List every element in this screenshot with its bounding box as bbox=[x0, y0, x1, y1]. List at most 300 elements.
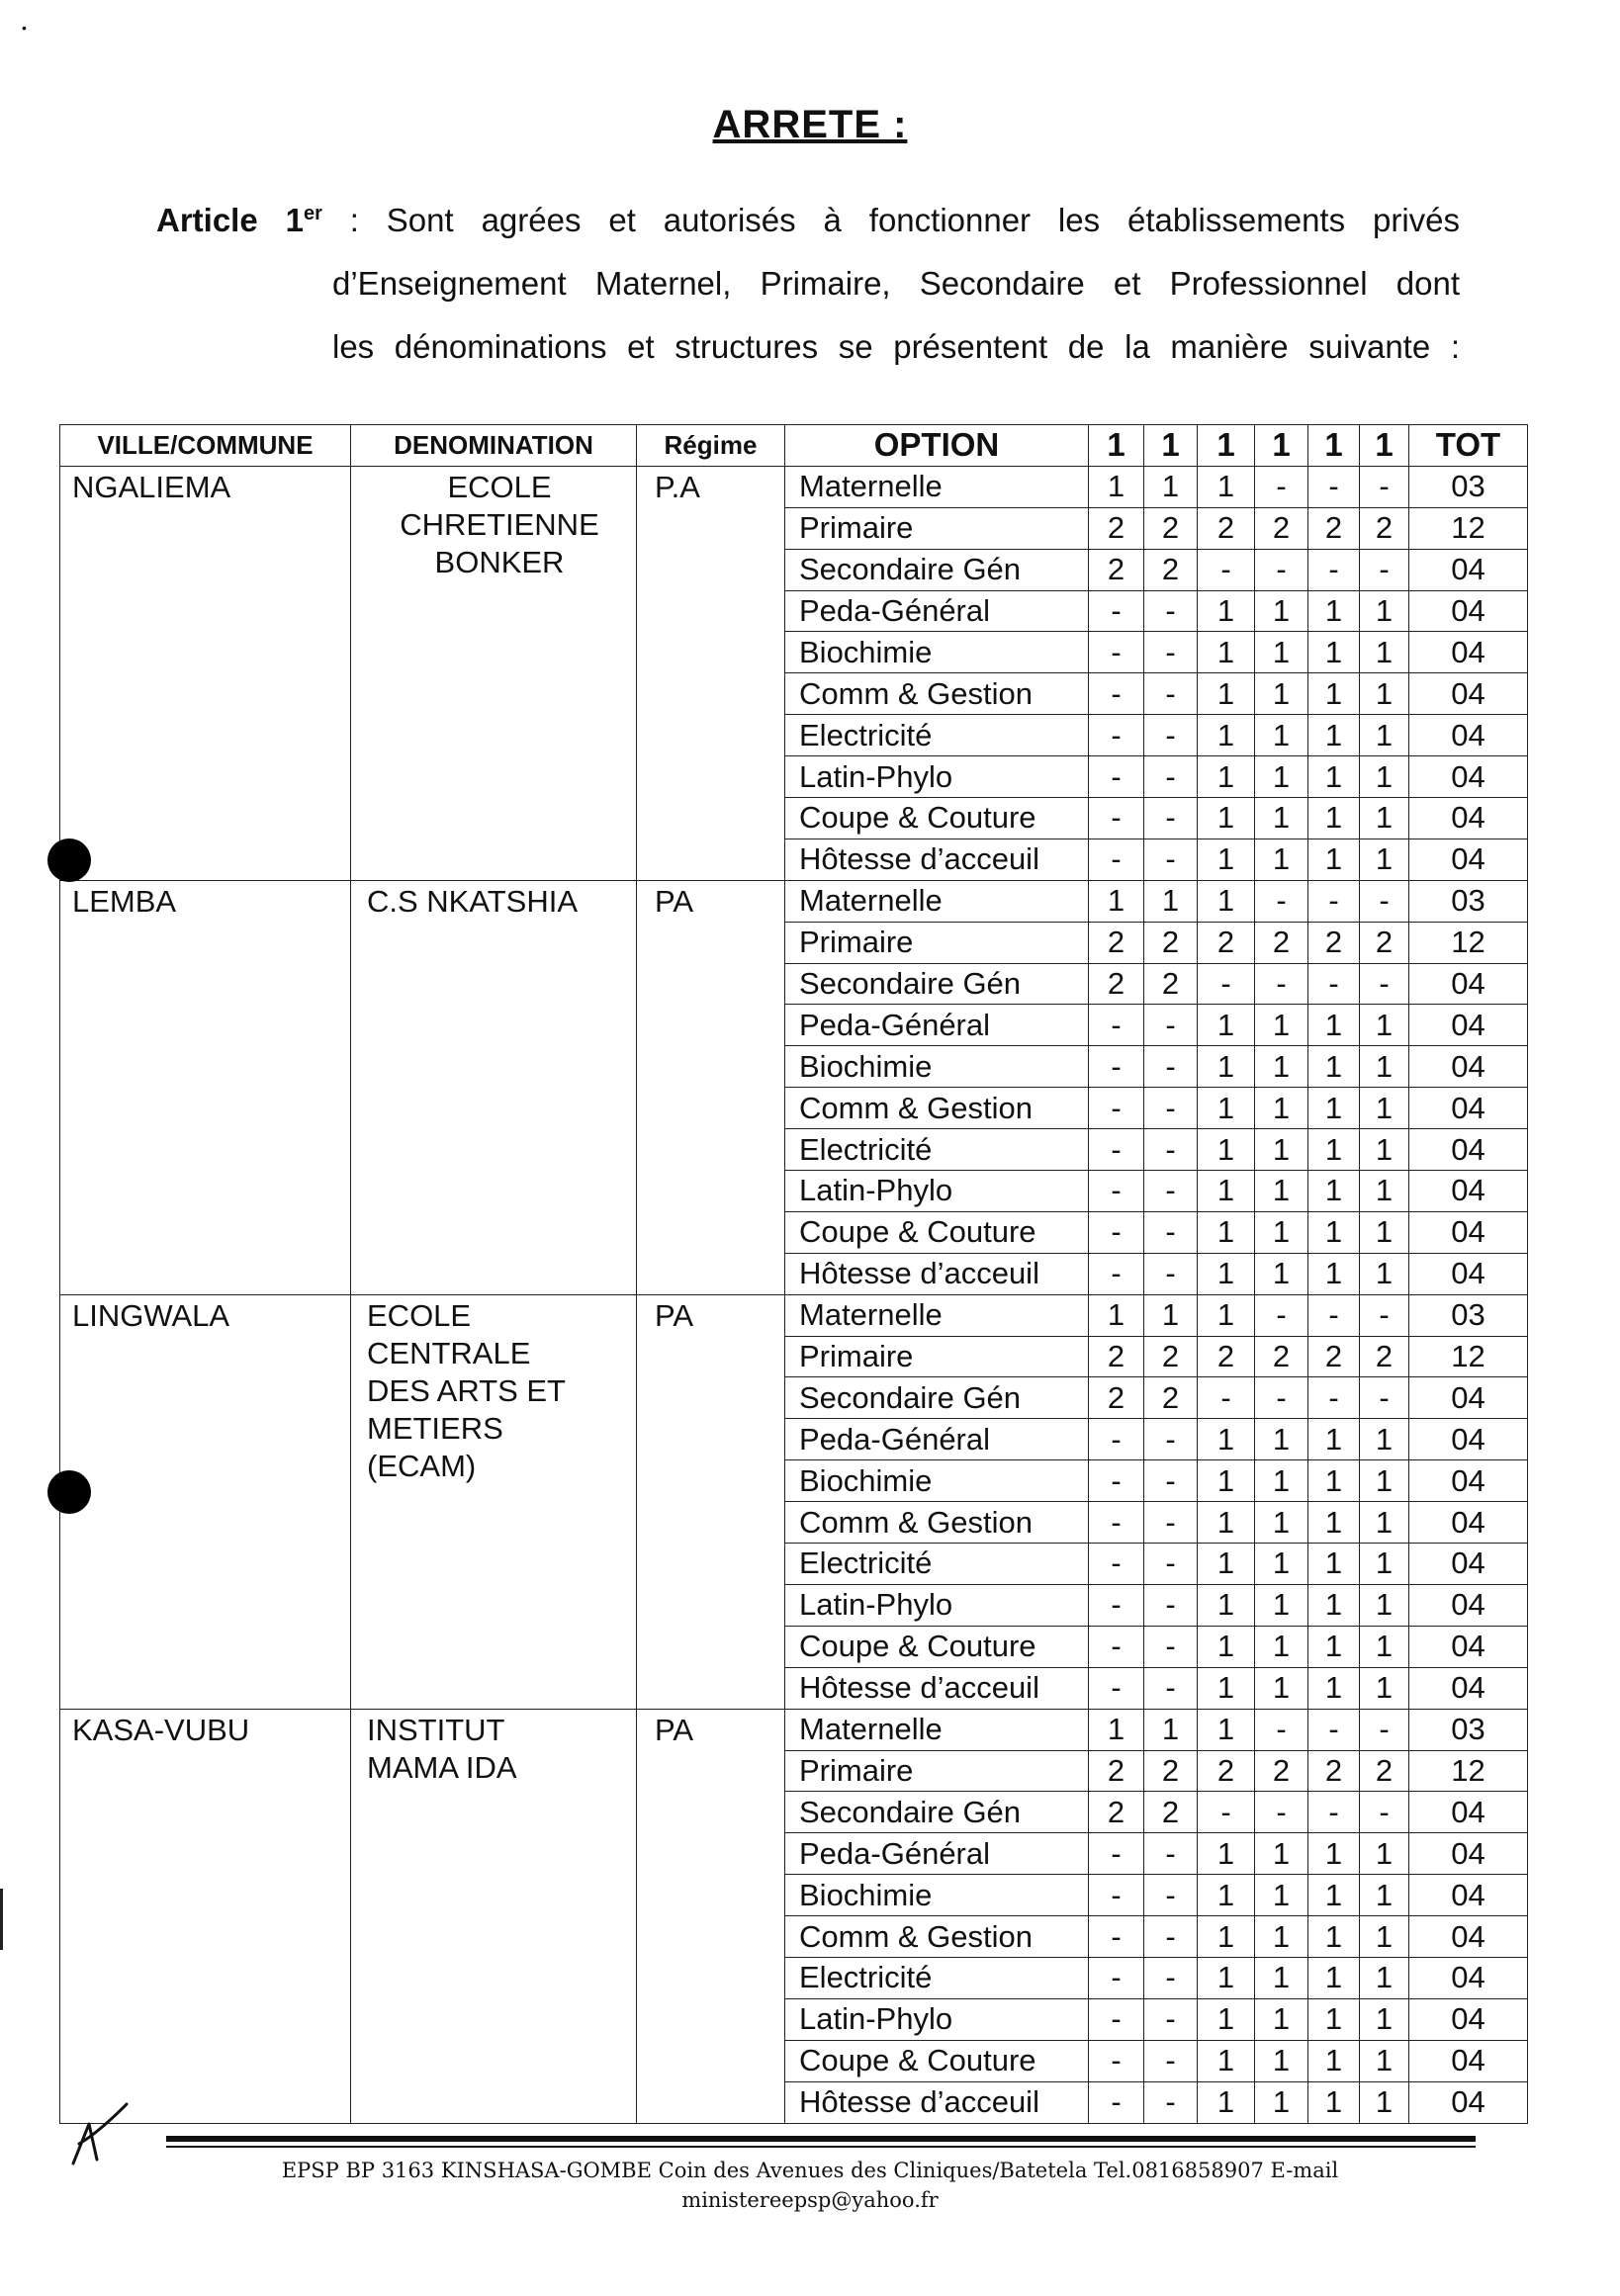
cell-total: 03 bbox=[1409, 466, 1528, 507]
cell-total: 04 bbox=[1409, 2081, 1528, 2123]
cell-total: 04 bbox=[1409, 549, 1528, 590]
denomination-line: INSTITUT bbox=[367, 1712, 505, 1747]
cell-year-5: 1 bbox=[1308, 590, 1360, 632]
cell-year-4: 1 bbox=[1255, 1005, 1308, 1046]
cell-year-3: - bbox=[1198, 963, 1255, 1005]
cell-year-5: 1 bbox=[1308, 1875, 1360, 1916]
cell-year-1: 2 bbox=[1089, 1336, 1144, 1377]
cell-year-1: - bbox=[1089, 1584, 1144, 1626]
cell-year-5: 1 bbox=[1308, 1626, 1360, 1667]
cell-option: Coupe & Couture bbox=[785, 2040, 1089, 2081]
cell-year-3: - bbox=[1198, 1377, 1255, 1419]
cell-total: 04 bbox=[1409, 1667, 1528, 1709]
cell-year-2: - bbox=[1144, 2081, 1198, 2123]
article-line-1 bbox=[156, 182, 1460, 252]
cell-year-5: 1 bbox=[1308, 715, 1360, 756]
cell-year-4: - bbox=[1255, 1709, 1308, 1750]
cell-option: Coupe & Couture bbox=[785, 798, 1089, 839]
cell-option: Biochimie bbox=[785, 1875, 1089, 1916]
article-text-1: : Sont agrées et autorisés à fonctionner les établissements privés bbox=[349, 202, 1461, 238]
cell-year-2: 1 bbox=[1144, 466, 1198, 507]
cell-option: Peda-Général bbox=[785, 590, 1089, 632]
cell-year-6: 1 bbox=[1360, 632, 1409, 673]
cell-year-3: 1 bbox=[1198, 1916, 1255, 1958]
cell-year-3: 1 bbox=[1198, 1046, 1255, 1088]
cell-option: Electricité bbox=[785, 1957, 1089, 1998]
denomination-line: CENTRALE bbox=[367, 1335, 531, 1370]
cell-year-6: - bbox=[1360, 880, 1409, 922]
cell-year-3: 1 bbox=[1198, 1998, 1255, 2040]
cell-year-1: - bbox=[1089, 2040, 1144, 2081]
cell-year-2: - bbox=[1144, 673, 1198, 715]
cell-year-5: 1 bbox=[1308, 1129, 1360, 1171]
cell-year-1: - bbox=[1089, 1957, 1144, 1998]
cell-option: Secondaire Gén bbox=[785, 963, 1089, 1005]
cell-year-2: - bbox=[1144, 590, 1198, 632]
cell-total: 04 bbox=[1409, 756, 1528, 798]
cell-total: 04 bbox=[1409, 590, 1528, 632]
cell-year-5: 1 bbox=[1308, 1211, 1360, 1253]
cell-year-5: 1 bbox=[1308, 798, 1360, 839]
cell-total: 04 bbox=[1409, 1129, 1528, 1171]
cell-year-1: 1 bbox=[1089, 1709, 1144, 1750]
cell-year-5: 1 bbox=[1308, 1253, 1360, 1294]
cell-year-2: 2 bbox=[1144, 1792, 1198, 1833]
cell-option: Coupe & Couture bbox=[785, 1626, 1089, 1667]
cell-option: Latin-Phylo bbox=[785, 1171, 1089, 1212]
cell-year-2: - bbox=[1144, 1875, 1198, 1916]
cell-option: Primaire bbox=[785, 507, 1089, 549]
cell-year-3: - bbox=[1198, 549, 1255, 590]
cell-year-6: 1 bbox=[1360, 2081, 1409, 2123]
cell-year-2: - bbox=[1144, 1626, 1198, 1667]
cell-option: Hôtesse d’acceuil bbox=[785, 1253, 1089, 1294]
cell-year-6: 1 bbox=[1360, 1544, 1409, 1585]
cell-total: 12 bbox=[1409, 1336, 1528, 1377]
cell-year-2: - bbox=[1144, 1667, 1198, 1709]
cell-year-1: - bbox=[1089, 590, 1144, 632]
cell-year-2: 2 bbox=[1144, 963, 1198, 1005]
cell-year-5: 1 bbox=[1308, 1502, 1360, 1544]
cell-option: Maternelle bbox=[785, 880, 1089, 922]
cell-year-2: - bbox=[1144, 1502, 1198, 1544]
cell-year-3: 1 bbox=[1198, 1171, 1255, 1212]
col-header-option: OPTION bbox=[785, 425, 1089, 467]
cell-year-1: - bbox=[1089, 1253, 1144, 1294]
cell-year-2: - bbox=[1144, 1584, 1198, 1626]
cell-year-3: 1 bbox=[1198, 673, 1255, 715]
cell-year-2: - bbox=[1144, 1916, 1198, 1958]
cell-year-2: - bbox=[1144, 1129, 1198, 1171]
cell-year-2: - bbox=[1144, 1998, 1198, 2040]
cell-year-4: 1 bbox=[1255, 756, 1308, 798]
cell-year-5: - bbox=[1308, 880, 1360, 922]
cell-year-2: 1 bbox=[1144, 1709, 1198, 1750]
cell-year-1: - bbox=[1089, 1916, 1144, 1958]
cell-year-4: 1 bbox=[1255, 715, 1308, 756]
cell-year-3: 1 bbox=[1198, 1211, 1255, 1253]
article-text-2: d’Enseignement Maternel, Primaire, Secondaire et Professionnel dont bbox=[332, 265, 1460, 302]
cell-year-1: - bbox=[1089, 1129, 1144, 1171]
cell-year-3: 1 bbox=[1198, 839, 1255, 880]
cell-year-6: 1 bbox=[1360, 839, 1409, 880]
cell-year-5: 1 bbox=[1308, 1833, 1360, 1875]
cell-year-4: 1 bbox=[1255, 1460, 1308, 1502]
cell-year-3: 1 bbox=[1198, 1875, 1255, 1916]
cell-year-4: 1 bbox=[1255, 590, 1308, 632]
cell-year-6: 2 bbox=[1360, 1750, 1409, 1792]
cell-year-6: 1 bbox=[1360, 1460, 1409, 1502]
cell-year-4: 1 bbox=[1255, 673, 1308, 715]
cell-year-4: 1 bbox=[1255, 1046, 1308, 1088]
cell-year-6: 1 bbox=[1360, 1875, 1409, 1916]
cell-ville-commune: LINGWALA bbox=[60, 1294, 351, 1709]
cell-year-3: 1 bbox=[1198, 880, 1255, 922]
cell-year-2: - bbox=[1144, 1046, 1198, 1088]
punch-hole-mark bbox=[47, 839, 91, 882]
cell-year-1: - bbox=[1089, 1544, 1144, 1585]
cell-year-5: 1 bbox=[1308, 632, 1360, 673]
table-body bbox=[60, 466, 1528, 2123]
table-header-row bbox=[60, 425, 1528, 467]
cell-option: Peda-Général bbox=[785, 1005, 1089, 1046]
scan-edge-mark bbox=[0, 1889, 3, 1950]
cell-year-4: 2 bbox=[1255, 1750, 1308, 1792]
cell-year-6: - bbox=[1360, 1792, 1409, 1833]
cell-year-6: 1 bbox=[1360, 1005, 1409, 1046]
cell-ville-commune: LEMBA bbox=[60, 880, 351, 1294]
cell-year-3: 1 bbox=[1198, 798, 1255, 839]
cell-total: 04 bbox=[1409, 673, 1528, 715]
cell-year-1: 1 bbox=[1089, 466, 1144, 507]
cell-year-2: - bbox=[1144, 1544, 1198, 1585]
cell-year-4: - bbox=[1255, 963, 1308, 1005]
cell-denomination bbox=[351, 466, 637, 880]
cell-year-4: - bbox=[1255, 466, 1308, 507]
cell-year-4: 1 bbox=[1255, 1875, 1308, 1916]
page-title: ARRETE : bbox=[712, 103, 908, 146]
cell-year-1: 1 bbox=[1089, 1294, 1144, 1336]
col-header-year-4: 1 bbox=[1255, 425, 1308, 467]
cell-year-5: - bbox=[1308, 1294, 1360, 1336]
cell-year-3: 2 bbox=[1198, 1750, 1255, 1792]
cell-year-6: 2 bbox=[1360, 922, 1409, 963]
cell-year-4: 1 bbox=[1255, 798, 1308, 839]
cell-year-3: 2 bbox=[1198, 507, 1255, 549]
cell-option: Latin-Phylo bbox=[785, 1998, 1089, 2040]
cell-year-4: 1 bbox=[1255, 1419, 1308, 1460]
cell-year-1: - bbox=[1089, 1460, 1144, 1502]
cell-year-6: 1 bbox=[1360, 2040, 1409, 2081]
cell-year-1: - bbox=[1089, 2081, 1144, 2123]
cell-year-2: - bbox=[1144, 632, 1198, 673]
cell-year-3: 1 bbox=[1198, 1460, 1255, 1502]
cell-option: Electricité bbox=[785, 1129, 1089, 1171]
cell-year-5: 1 bbox=[1308, 673, 1360, 715]
cell-year-3: 1 bbox=[1198, 466, 1255, 507]
cell-year-1: - bbox=[1089, 1005, 1144, 1046]
cell-year-3: 1 bbox=[1198, 1957, 1255, 1998]
cell-year-4: - bbox=[1255, 549, 1308, 590]
article-1-paragraph bbox=[156, 182, 1460, 379]
cell-year-4: 1 bbox=[1255, 1502, 1308, 1544]
cell-option: Biochimie bbox=[785, 632, 1089, 673]
cell-option: Maternelle bbox=[785, 1709, 1089, 1750]
footer-line-1: EPSP BP 3163 KINSHASA-GOMBE Coin des Avenues des Cliniques/Batetela Tel.0816858907 E-mail bbox=[281, 2159, 1339, 2182]
cell-year-5: 1 bbox=[1308, 1957, 1360, 1998]
cell-year-6: 1 bbox=[1360, 1998, 1409, 2040]
cell-year-4: 1 bbox=[1255, 1667, 1308, 1709]
cell-year-5: 2 bbox=[1308, 1336, 1360, 1377]
cell-option: Secondaire Gén bbox=[785, 1377, 1089, 1419]
cell-year-1: - bbox=[1089, 1171, 1144, 1212]
cell-total: 04 bbox=[1409, 1377, 1528, 1419]
cell-year-5: - bbox=[1308, 1709, 1360, 1750]
cell-option: Biochimie bbox=[785, 1046, 1089, 1088]
cell-year-6: - bbox=[1360, 466, 1409, 507]
denomination-line: DES ARTS ET bbox=[367, 1372, 566, 1408]
cell-year-4: - bbox=[1255, 880, 1308, 922]
cell-year-1: 2 bbox=[1089, 507, 1144, 549]
col-header-ville: VILLE/COMMUNE bbox=[60, 425, 351, 467]
cell-year-3: 1 bbox=[1198, 1544, 1255, 1585]
cell-year-1: 2 bbox=[1089, 1377, 1144, 1419]
cell-regime: PA bbox=[637, 880, 785, 1294]
cell-year-3: 1 bbox=[1198, 1253, 1255, 1294]
cell-total: 04 bbox=[1409, 1253, 1528, 1294]
cell-option: Electricité bbox=[785, 715, 1089, 756]
table-row bbox=[60, 1709, 1528, 1750]
cell-year-4: - bbox=[1255, 1294, 1308, 1336]
cell-total: 04 bbox=[1409, 1916, 1528, 1958]
cell-year-2: - bbox=[1144, 1005, 1198, 1046]
cell-year-3: 1 bbox=[1198, 1667, 1255, 1709]
col-header-year-5: 1 bbox=[1308, 425, 1360, 467]
cell-year-2: - bbox=[1144, 1171, 1198, 1212]
cell-year-3: 1 bbox=[1198, 756, 1255, 798]
cell-year-5: - bbox=[1308, 1792, 1360, 1833]
cell-year-6: 1 bbox=[1360, 1916, 1409, 1958]
cell-year-6: 1 bbox=[1360, 1046, 1409, 1088]
col-header-denomination: DENOMINATION bbox=[351, 425, 637, 467]
cell-year-4: - bbox=[1255, 1792, 1308, 1833]
cell-year-3: 1 bbox=[1198, 2040, 1255, 2081]
cell-year-6: 1 bbox=[1360, 590, 1409, 632]
cell-year-1: - bbox=[1089, 673, 1144, 715]
cell-year-6: 1 bbox=[1360, 715, 1409, 756]
table-row bbox=[60, 880, 1528, 922]
cell-option: Coupe & Couture bbox=[785, 1211, 1089, 1253]
cell-year-2: 2 bbox=[1144, 549, 1198, 590]
col-header-year-2: 1 bbox=[1144, 425, 1198, 467]
cell-year-4: 1 bbox=[1255, 1129, 1308, 1171]
cell-year-4: 1 bbox=[1255, 1833, 1308, 1875]
cell-year-6: 1 bbox=[1360, 756, 1409, 798]
cell-year-5: 1 bbox=[1308, 1046, 1360, 1088]
cell-year-4: 1 bbox=[1255, 1626, 1308, 1667]
cell-total: 04 bbox=[1409, 1875, 1528, 1916]
cell-year-4: 1 bbox=[1255, 1211, 1308, 1253]
cell-year-6: 1 bbox=[1360, 1667, 1409, 1709]
cell-year-6: - bbox=[1360, 1709, 1409, 1750]
cell-option: Secondaire Gén bbox=[785, 1792, 1089, 1833]
cell-year-5: 1 bbox=[1308, 2040, 1360, 2081]
cell-year-3: 1 bbox=[1198, 1419, 1255, 1460]
cell-total: 04 bbox=[1409, 1088, 1528, 1129]
cell-option: Electricité bbox=[785, 1544, 1089, 1585]
cell-year-1: - bbox=[1089, 632, 1144, 673]
cell-year-5: - bbox=[1308, 549, 1360, 590]
cell-total: 04 bbox=[1409, 1460, 1528, 1502]
cell-year-5: 1 bbox=[1308, 1544, 1360, 1585]
cell-year-6: 1 bbox=[1360, 1211, 1409, 1253]
cell-year-2: 2 bbox=[1144, 922, 1198, 963]
cell-year-3: 1 bbox=[1198, 632, 1255, 673]
cell-year-2: - bbox=[1144, 1419, 1198, 1460]
cell-total: 03 bbox=[1409, 880, 1528, 922]
cell-year-6: - bbox=[1360, 963, 1409, 1005]
cell-year-6: 1 bbox=[1360, 1502, 1409, 1544]
cell-option: Primaire bbox=[785, 1750, 1089, 1792]
cell-year-1: 2 bbox=[1089, 1792, 1144, 1833]
cell-option: Comm & Gestion bbox=[785, 1088, 1089, 1129]
cell-year-6: 1 bbox=[1360, 1833, 1409, 1875]
cell-year-4: 1 bbox=[1255, 1998, 1308, 2040]
cell-year-2: - bbox=[1144, 798, 1198, 839]
cell-total: 04 bbox=[1409, 1544, 1528, 1585]
cell-total: 04 bbox=[1409, 963, 1528, 1005]
cell-year-3: - bbox=[1198, 1792, 1255, 1833]
cell-year-1: - bbox=[1089, 756, 1144, 798]
cell-total: 04 bbox=[1409, 1171, 1528, 1212]
cell-total: 04 bbox=[1409, 715, 1528, 756]
cell-total: 04 bbox=[1409, 839, 1528, 880]
cell-option: Latin-Phylo bbox=[785, 756, 1089, 798]
cell-year-3: 1 bbox=[1198, 1833, 1255, 1875]
cell-year-5: 1 bbox=[1308, 1171, 1360, 1212]
cell-total: 12 bbox=[1409, 922, 1528, 963]
punch-hole-mark bbox=[47, 1470, 91, 1514]
cell-year-4: 2 bbox=[1255, 922, 1308, 963]
cell-year-4: 2 bbox=[1255, 1336, 1308, 1377]
cell-year-1: 2 bbox=[1089, 963, 1144, 1005]
cell-year-4: 1 bbox=[1255, 1253, 1308, 1294]
cell-year-6: 1 bbox=[1360, 1253, 1409, 1294]
cell-year-1: 2 bbox=[1089, 922, 1144, 963]
denomination-line: (ECAM) bbox=[367, 1448, 477, 1483]
cell-year-5: 1 bbox=[1308, 1088, 1360, 1129]
cell-denomination bbox=[351, 1709, 637, 2123]
cell-total: 04 bbox=[1409, 2040, 1528, 2081]
cell-year-2: - bbox=[1144, 715, 1198, 756]
cell-ville-commune: KASA-VUBU bbox=[60, 1709, 351, 2123]
cell-total: 04 bbox=[1409, 632, 1528, 673]
col-header-year-1: 1 bbox=[1089, 425, 1144, 467]
cell-total: 04 bbox=[1409, 1005, 1528, 1046]
cell-year-5: 1 bbox=[1308, 839, 1360, 880]
cell-year-5: 1 bbox=[1308, 1005, 1360, 1046]
cell-year-2: - bbox=[1144, 1460, 1198, 1502]
footer-address bbox=[0, 2156, 1620, 2215]
cell-year-3: 2 bbox=[1198, 922, 1255, 963]
cell-denomination bbox=[351, 1294, 637, 1709]
cell-year-2: 1 bbox=[1144, 1294, 1198, 1336]
cell-year-4: 1 bbox=[1255, 1916, 1308, 1958]
cell-year-3: 1 bbox=[1198, 1502, 1255, 1544]
establishments-table bbox=[59, 424, 1528, 2124]
scan-mark: • bbox=[22, 20, 27, 36]
cell-regime: PA bbox=[637, 1294, 785, 1709]
cell-year-3: 1 bbox=[1198, 1626, 1255, 1667]
cell-option: Hôtesse d’acceuil bbox=[785, 1667, 1089, 1709]
denomination-line: ECOLE bbox=[367, 1297, 472, 1333]
cell-year-3: 1 bbox=[1198, 1088, 1255, 1129]
cell-total: 04 bbox=[1409, 1626, 1528, 1667]
cell-year-1: - bbox=[1089, 798, 1144, 839]
cell-year-1: - bbox=[1089, 1419, 1144, 1460]
cell-total: 12 bbox=[1409, 507, 1528, 549]
col-header-year-3: 1 bbox=[1198, 425, 1255, 467]
cell-year-5: 1 bbox=[1308, 1460, 1360, 1502]
cell-year-1: - bbox=[1089, 1626, 1144, 1667]
cell-year-5: 1 bbox=[1308, 1916, 1360, 1958]
denomination-line: MAMA IDA bbox=[367, 1749, 517, 1785]
cell-year-4: 1 bbox=[1255, 1544, 1308, 1585]
cell-year-2: 2 bbox=[1144, 1336, 1198, 1377]
cell-year-6: 1 bbox=[1360, 1171, 1409, 1212]
cell-year-1: 2 bbox=[1089, 1750, 1144, 1792]
cell-option: Hôtesse d’acceuil bbox=[785, 839, 1089, 880]
cell-year-6: - bbox=[1360, 549, 1409, 590]
cell-year-4: 1 bbox=[1255, 632, 1308, 673]
cell-year-1: - bbox=[1089, 1046, 1144, 1088]
cell-year-6: 1 bbox=[1360, 1129, 1409, 1171]
cell-year-4: 1 bbox=[1255, 1088, 1308, 1129]
cell-year-1: - bbox=[1089, 1502, 1144, 1544]
cell-year-1: - bbox=[1089, 1998, 1144, 2040]
cell-total: 04 bbox=[1409, 1792, 1528, 1833]
cell-year-5: 2 bbox=[1308, 922, 1360, 963]
cell-year-3: 1 bbox=[1198, 1005, 1255, 1046]
cell-option: Biochimie bbox=[785, 1460, 1089, 1502]
col-header-regime: Régime bbox=[637, 425, 785, 467]
cell-year-4: 1 bbox=[1255, 1171, 1308, 1212]
cell-year-6: 2 bbox=[1360, 507, 1409, 549]
cell-year-3: 1 bbox=[1198, 715, 1255, 756]
cell-option: Secondaire Gén bbox=[785, 549, 1089, 590]
cell-year-5: 1 bbox=[1308, 1667, 1360, 1709]
cell-total: 04 bbox=[1409, 1584, 1528, 1626]
cell-year-1: - bbox=[1089, 839, 1144, 880]
cell-year-2: 2 bbox=[1144, 1377, 1198, 1419]
cell-year-6: - bbox=[1360, 1377, 1409, 1419]
cell-total: 04 bbox=[1409, 1502, 1528, 1544]
cell-total: 03 bbox=[1409, 1294, 1528, 1336]
cell-year-2: - bbox=[1144, 756, 1198, 798]
cell-year-6: 1 bbox=[1360, 1584, 1409, 1626]
cell-total: 04 bbox=[1409, 1833, 1528, 1875]
denomination-line: METIERS bbox=[367, 1410, 503, 1446]
cell-year-6: 2 bbox=[1360, 1336, 1409, 1377]
footer-line-2: ministereepsp@yahoo.fr bbox=[681, 2188, 939, 2212]
col-header-tot: TOT bbox=[1409, 425, 1528, 467]
cell-option: Primaire bbox=[785, 922, 1089, 963]
denomination-line: BONKER bbox=[434, 544, 565, 579]
cell-year-2: - bbox=[1144, 1833, 1198, 1875]
article-continuation bbox=[332, 252, 1460, 379]
cell-year-6: 1 bbox=[1360, 1419, 1409, 1460]
cell-option: Peda-Général bbox=[785, 1833, 1089, 1875]
